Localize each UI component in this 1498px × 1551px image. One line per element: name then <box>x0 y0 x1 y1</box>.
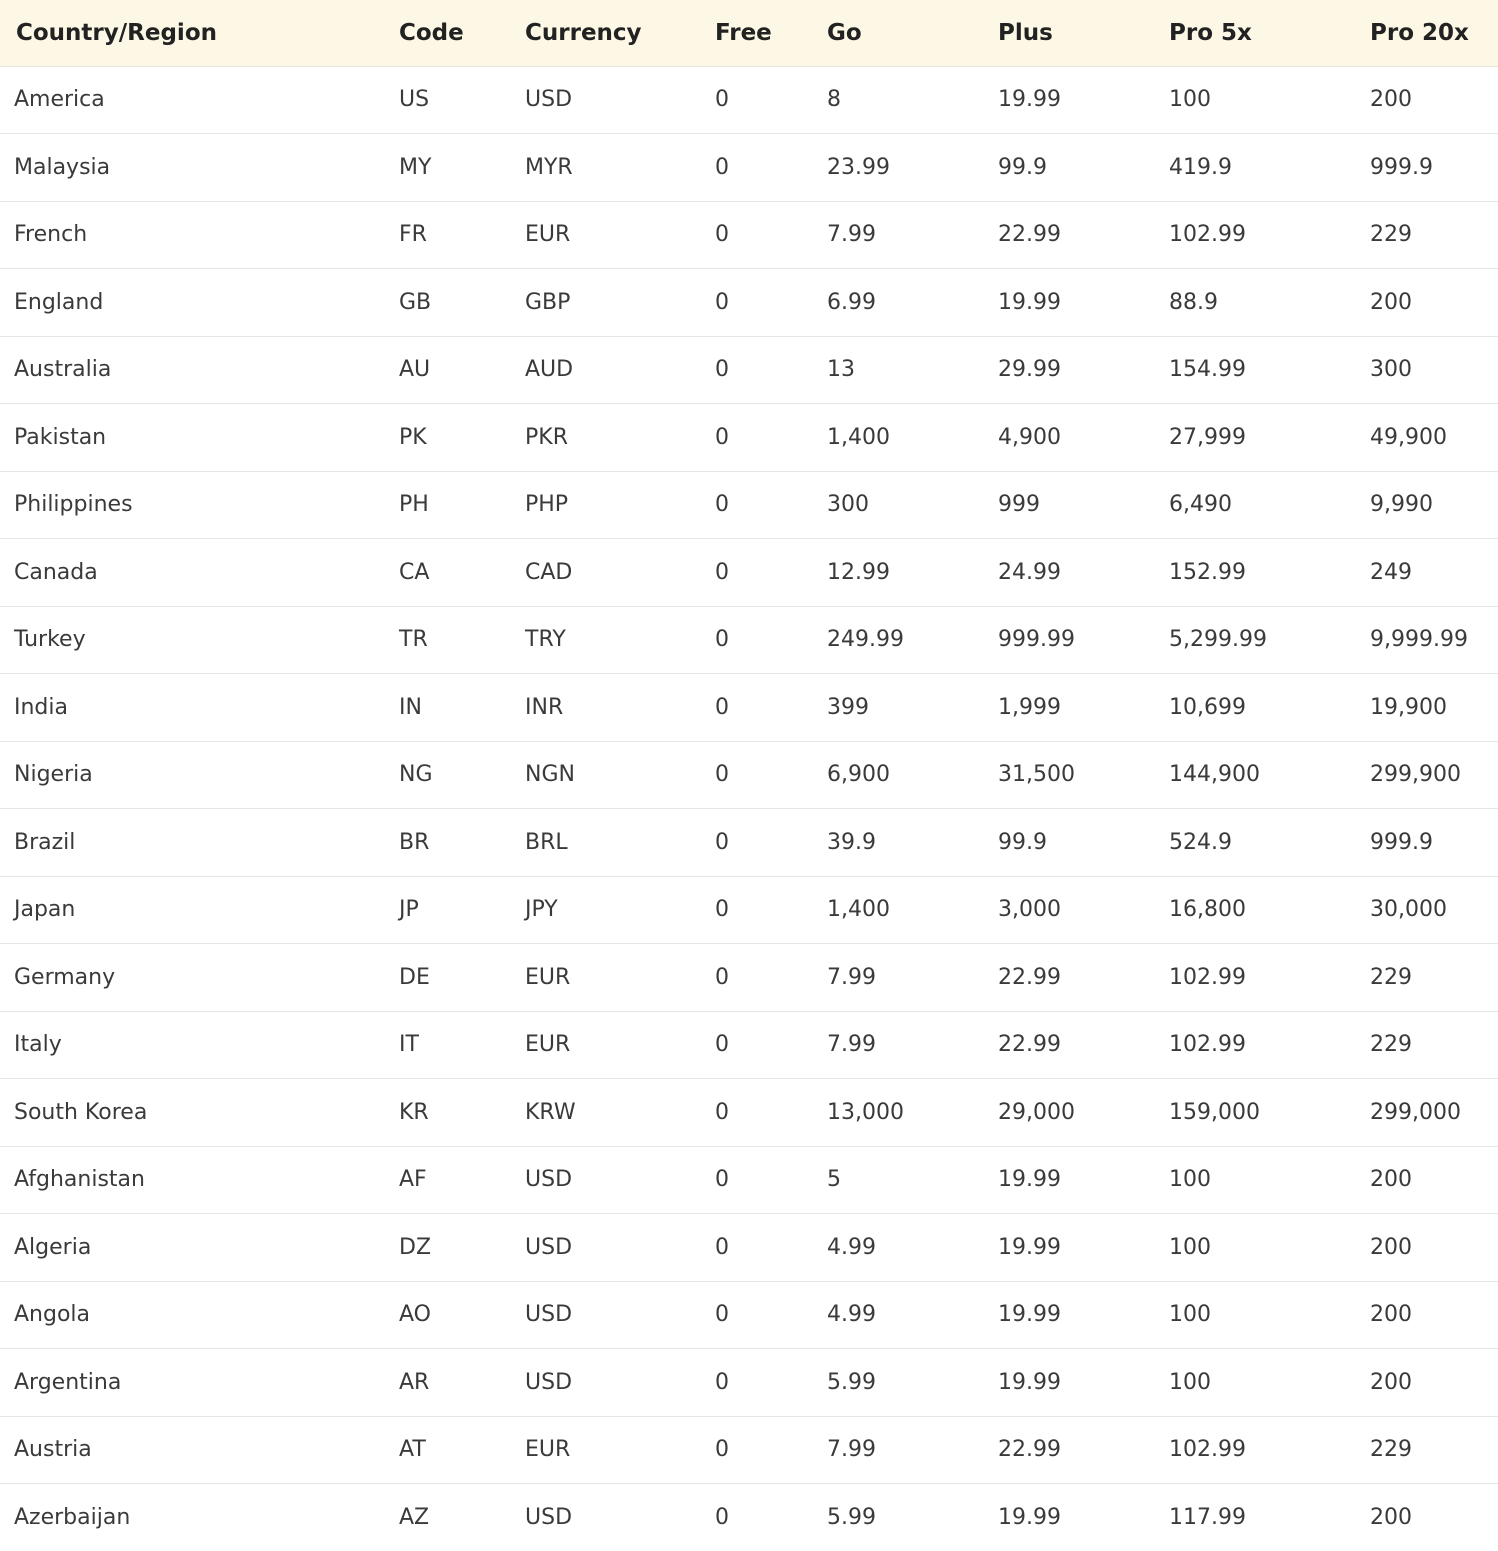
table-row <box>0 539 1498 607</box>
cell-currency: USD <box>511 1214 701 1282</box>
cell-free: 0 <box>701 201 813 269</box>
cell-pro-5x: 27,999 <box>1155 404 1356 472</box>
column-pro-5x-header: Pro 5x <box>1155 0 1356 66</box>
cell-code: AU <box>385 336 511 404</box>
cell-pro-20x: 229 <box>1356 1011 1498 1079</box>
cell-free: 0 <box>701 539 813 607</box>
table-row <box>0 1416 1498 1484</box>
cell-plus: 19.99 <box>984 1146 1155 1214</box>
cell-country: Australia <box>0 336 385 404</box>
cell-plus: 19.99 <box>984 1349 1155 1417</box>
cell-pro-5x: 419.9 <box>1155 134 1356 202</box>
cell-pro-5x: 5,299.99 <box>1155 606 1356 674</box>
cell-code: AZ <box>399 1504 430 1530</box>
cell-go: 1,400 <box>813 404 984 472</box>
table-row <box>0 741 1498 809</box>
header-row <box>0 0 1498 66</box>
cell-pro-5x: 10,699 <box>1155 674 1356 742</box>
cell-country: England <box>0 269 385 337</box>
cell-country: South Korea <box>0 1079 385 1147</box>
cell-pro-5x: 102.99 <box>1155 1416 1356 1484</box>
cell-code: NG <box>385 741 511 809</box>
cell-go: 6,900 <box>813 741 984 809</box>
cell-go: 5 <box>813 1146 984 1214</box>
cell-pro-20x: 9,990 <box>1356 471 1498 539</box>
cell-currency: EUR <box>511 1011 701 1079</box>
column-free-header: Free <box>701 0 813 66</box>
cell-plus: 19.99 <box>984 1214 1155 1282</box>
cell-pro-20x: 200 <box>1356 1281 1498 1349</box>
table-row <box>0 1214 1498 1282</box>
cell-pro-20x: 30,000 <box>1356 876 1498 944</box>
cell-country: French <box>0 201 385 269</box>
cell-free: 0 <box>701 66 813 134</box>
cell-country: Angola <box>0 1281 385 1349</box>
cell-country: Philippines <box>0 471 385 539</box>
cell-pro-20x: 249 <box>1356 539 1498 607</box>
cell-code: DE <box>385 944 511 1012</box>
cell-free: 0 <box>701 809 813 877</box>
cell-plus: 29,000 <box>984 1079 1155 1147</box>
cell-pro-5x: 102.99 <box>1155 201 1356 269</box>
table-row <box>0 336 1498 404</box>
cell-currency: GBP <box>511 269 701 337</box>
cell-country: Argentina <box>0 1349 385 1417</box>
cell-code: MY <box>385 134 511 202</box>
column-country-region-header: Country/Region <box>0 0 385 66</box>
cell-plus: 22.99 <box>984 1416 1155 1484</box>
cell-pro-20x: 229 <box>1356 1416 1498 1484</box>
cell-currency: AUD <box>511 336 701 404</box>
cell-pro-20x: 200 <box>1356 1146 1498 1214</box>
cell-free: 0 <box>701 1146 813 1214</box>
table-row <box>0 66 1498 134</box>
cell-free: 0 <box>701 1349 813 1417</box>
cell-pro-20x: 229 <box>1356 944 1498 1012</box>
table-row <box>0 1349 1498 1417</box>
cell-code: US <box>385 66 511 134</box>
cell-code: AF <box>385 1146 511 1214</box>
cell-code: TR <box>385 606 511 674</box>
cell-country: Canada <box>0 539 385 607</box>
cell-pro-5x: 159,000 <box>1155 1079 1356 1147</box>
cell-country: Nigeria <box>0 741 385 809</box>
cell-currency: PKR <box>511 404 701 472</box>
cell-pro-5x: 102.99 <box>1155 944 1356 1012</box>
column-pro-20x-header: Pro 20x <box>1356 0 1498 66</box>
cell-code: FR <box>385 201 511 269</box>
table-row <box>0 1079 1498 1147</box>
cell-free: 0 <box>701 944 813 1012</box>
cell-free: 0 <box>701 876 813 944</box>
cell-code: IT <box>385 1011 511 1079</box>
cell-pro-5x: 100 <box>1155 1349 1356 1417</box>
cell-plus: 31,500 <box>984 741 1155 809</box>
table-row <box>0 1281 1498 1349</box>
column-go-header: Go <box>813 0 984 66</box>
cell-pro-20x: 200 <box>1356 269 1498 337</box>
cell-currency: MYR <box>511 134 701 202</box>
cell-plus: 3,000 <box>984 876 1155 944</box>
cell-free: 0 <box>701 1011 813 1079</box>
cell-currency: BRL <box>511 809 701 877</box>
cell-plus: 4,900 <box>984 404 1155 472</box>
cell-pro-20x: 200 <box>1356 66 1498 134</box>
cell-pro-20x: 200 <box>1370 1504 1412 1530</box>
cell-free: 0 <box>701 404 813 472</box>
cell-currency: PHP <box>511 471 701 539</box>
cell-code: JP <box>385 876 511 944</box>
cell-code: DZ <box>385 1214 511 1282</box>
cell-pro-20x: 49,900 <box>1356 404 1498 472</box>
table-header <box>0 0 1498 66</box>
cell-pro-5x: 102.99 <box>1155 1011 1356 1079</box>
cell-pro-20x: 300 <box>1356 336 1498 404</box>
cell-code: BR <box>385 809 511 877</box>
cell-pro-20x: 200 <box>1356 1214 1498 1282</box>
cell-code: PK <box>385 404 511 472</box>
table-row <box>0 1146 1498 1214</box>
cell-free: 0 <box>701 1281 813 1349</box>
cell-free: 0 <box>701 134 813 202</box>
cell-plus: 1,999 <box>984 674 1155 742</box>
cell-pro-20x: 19,900 <box>1356 674 1498 742</box>
cell-currency: USD <box>511 1281 701 1349</box>
cell-currency: INR <box>511 674 701 742</box>
cell-go: 6.99 <box>813 269 984 337</box>
cell-plus: 19.99 <box>984 1281 1155 1349</box>
cell-pro-5x: 100 <box>1155 1214 1356 1282</box>
cell-free: 0 <box>701 1214 813 1282</box>
cell-pro-20x: 999.9 <box>1356 134 1498 202</box>
cell-go: 399 <box>813 674 984 742</box>
cell-go: 23.99 <box>813 134 984 202</box>
cell-currency: TRY <box>511 606 701 674</box>
cell-go: 249.99 <box>813 606 984 674</box>
cell-plus: 19.99 <box>984 66 1155 134</box>
table-row <box>0 269 1498 337</box>
cell-country: Afghanistan <box>0 1146 385 1214</box>
cell-country: India <box>0 674 385 742</box>
table-row <box>0 1484 1498 1551</box>
table-row <box>0 404 1498 472</box>
cell-plus: 99.9 <box>984 134 1155 202</box>
cell-pro-20x: 299,900 <box>1356 741 1498 809</box>
cell-pro-20x: 999.9 <box>1356 809 1498 877</box>
column-plus-header: Plus <box>984 0 1155 66</box>
cell-pro-5x: 117.99 <box>1169 1504 1246 1530</box>
cell-free: 0 <box>701 741 813 809</box>
cell-pro-5x: 100 <box>1155 1146 1356 1214</box>
cell-country: Azerbaijan <box>14 1504 131 1530</box>
cell-country: America <box>0 66 385 134</box>
cell-country: Pakistan <box>0 404 385 472</box>
cell-currency: KRW <box>511 1079 701 1147</box>
table-row <box>0 1011 1498 1079</box>
cell-go: 300 <box>813 471 984 539</box>
cell-currency: EUR <box>511 201 701 269</box>
cell-country: Austria <box>0 1416 385 1484</box>
cell-code: KR <box>385 1079 511 1147</box>
cell-pro-20x: 200 <box>1356 1349 1498 1417</box>
cell-currency: USD <box>511 1146 701 1214</box>
cell-free: 0 <box>701 269 813 337</box>
cell-pro-5x: 100 <box>1155 1281 1356 1349</box>
cell-go: 39.9 <box>813 809 984 877</box>
cell-country: Brazil <box>0 809 385 877</box>
cell-plus: 29.99 <box>984 336 1155 404</box>
cell-code: CA <box>385 539 511 607</box>
cell-pro-20x: 299,000 <box>1356 1079 1498 1147</box>
cell-code: AR <box>385 1349 511 1417</box>
column-code-header: Code <box>385 0 511 66</box>
cell-currency: NGN <box>511 741 701 809</box>
cell-pro-5x: 144,900 <box>1155 741 1356 809</box>
cell-currency: USD <box>525 1504 573 1530</box>
cell-go: 7.99 <box>813 944 984 1012</box>
cell-plus: 19.99 <box>998 1504 1061 1530</box>
cell-go: 13,000 <box>813 1079 984 1147</box>
table-body <box>0 66 1498 1551</box>
cell-code: GB <box>385 269 511 337</box>
cell-country: Malaysia <box>0 134 385 202</box>
cell-plus: 999.99 <box>984 606 1155 674</box>
cell-country: Japan <box>0 876 385 944</box>
cell-pro-5x: 524.9 <box>1155 809 1356 877</box>
cell-go: 5.99 <box>813 1349 984 1417</box>
table-row <box>0 944 1498 1012</box>
cell-go: 12.99 <box>813 539 984 607</box>
cell-go: 7.99 <box>813 1011 984 1079</box>
column-currency-header: Currency <box>511 0 701 66</box>
cell-currency: JPY <box>511 876 701 944</box>
cell-plus: 19.99 <box>984 269 1155 337</box>
cell-go: 7.99 <box>813 201 984 269</box>
table-row <box>0 201 1498 269</box>
cell-currency: USD <box>511 1349 701 1417</box>
cell-pro-5x: 16,800 <box>1155 876 1356 944</box>
cell-code: AT <box>385 1416 511 1484</box>
cell-pro-20x: 229 <box>1356 201 1498 269</box>
cell-plus: 99.9 <box>984 809 1155 877</box>
cell-free: 0 <box>701 336 813 404</box>
cell-pro-5x: 88.9 <box>1155 269 1356 337</box>
cell-go: 5.99 <box>827 1504 876 1530</box>
cell-plus: 22.99 <box>984 944 1155 1012</box>
cell-free: 0 <box>715 1504 729 1530</box>
cell-pro-5x: 6,490 <box>1155 471 1356 539</box>
cell-pro-5x: 100 <box>1155 66 1356 134</box>
table-row <box>0 809 1498 877</box>
cell-code: AO <box>385 1281 511 1349</box>
cell-go: 13 <box>813 336 984 404</box>
table-row <box>0 134 1498 202</box>
cell-plus: 24.99 <box>984 539 1155 607</box>
cell-country: Turkey <box>0 606 385 674</box>
cell-country: Algeria <box>0 1214 385 1282</box>
cell-currency: EUR <box>511 1416 701 1484</box>
cell-go: 4.99 <box>813 1214 984 1282</box>
cell-plus: 22.99 <box>984 1011 1155 1079</box>
cell-go: 8 <box>813 66 984 134</box>
cell-plus: 999 <box>984 471 1155 539</box>
cell-plus: 22.99 <box>984 201 1155 269</box>
table-row <box>0 471 1498 539</box>
cell-free: 0 <box>701 1416 813 1484</box>
cell-go: 7.99 <box>813 1416 984 1484</box>
cell-currency: USD <box>511 66 701 134</box>
cell-code: IN <box>385 674 511 742</box>
cell-country: Italy <box>0 1011 385 1079</box>
cell-free: 0 <box>701 1079 813 1147</box>
table-row <box>0 876 1498 944</box>
table-row <box>0 606 1498 674</box>
cell-go: 4.99 <box>813 1281 984 1349</box>
cell-currency: EUR <box>511 944 701 1012</box>
cell-free: 0 <box>701 606 813 674</box>
cell-pro-5x: 152.99 <box>1155 539 1356 607</box>
table-row <box>0 674 1498 742</box>
cell-go: 1,400 <box>813 876 984 944</box>
cell-country: Germany <box>0 944 385 1012</box>
cell-free: 0 <box>701 674 813 742</box>
cell-code: PH <box>385 471 511 539</box>
cell-pro-20x: 9,999.99 <box>1356 606 1498 674</box>
cell-pro-5x: 154.99 <box>1155 336 1356 404</box>
cell-free: 0 <box>701 471 813 539</box>
cell-currency: CAD <box>511 539 701 607</box>
